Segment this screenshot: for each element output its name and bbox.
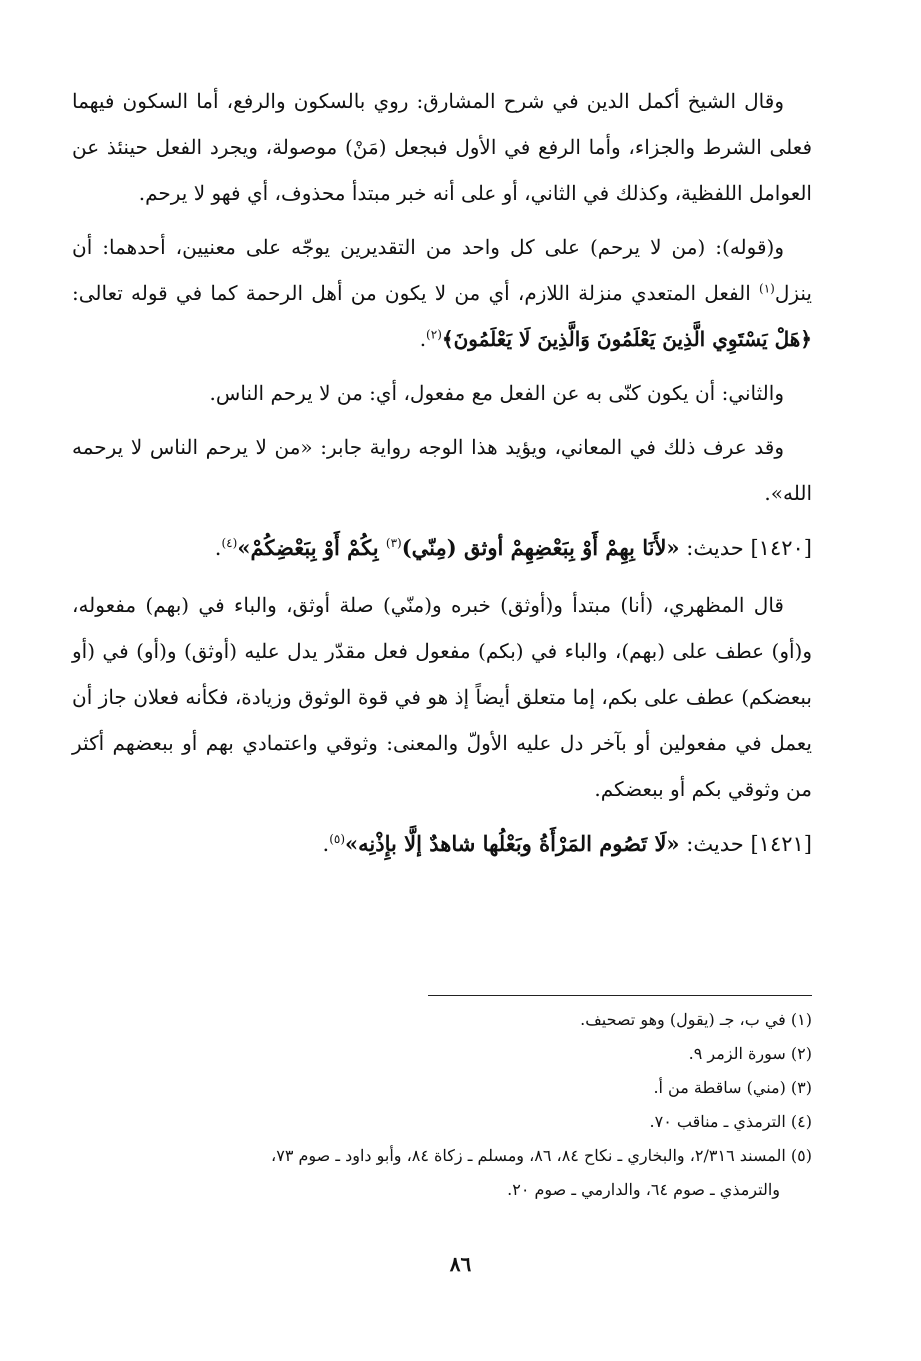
footnote-5-continuation: والترمذي ـ صوم ٦٤، والدارمي ـ صوم ٢٠. — [507, 1180, 780, 1199]
footnote-4: (٤) الترمذي ـ مناقب ٧٠. — [649, 1112, 812, 1131]
hadith-text: بِكُمْ أَوْ بِبَعْضِكُمْ» — [237, 535, 386, 560]
footnote-divider — [428, 995, 812, 996]
hadith-end: . — [214, 536, 222, 560]
paragraph-text: . — [419, 327, 427, 351]
hadith-end: . — [322, 832, 330, 856]
hadith-label: حديث: — [679, 832, 751, 856]
paragraph-jabir-narration: وقد عرف ذلك في المعاني، ويؤيد هذا الوجه رواية جابر: «من لا يرحم الناس لا يرحمه الله». — [72, 435, 812, 505]
footnote-ref-4[interactable]: (٤) — [221, 536, 238, 550]
footnote-ref-1[interactable]: (١) — [759, 281, 775, 296]
hadith-1421 — [72, 820, 812, 868]
footnote-ref-3[interactable]: (٣) — [385, 536, 402, 550]
hadith-number: [١٤٢٠] — [750, 536, 812, 560]
footnote-ref-5[interactable]: (٥) — [329, 832, 346, 846]
footnote-5: (٥) المسند ٢/٣١٦، والبخاري ـ نكاح ٨٤، ٨٦، ومسلم ـ زكاة ٨٤، وأبو داود ـ صوم ٧٣، — [271, 1146, 812, 1165]
hadith-text: «لَا تَصُوم المَرْأَةُ وبَعْلُها شاهدٌ إلَّا بإِذْنِه» — [345, 831, 680, 856]
paragraph-text: الفعل المتعدي منزلة اللازم، أي من لا يكون من أهل الرحمة كما في قوله تعالى: — [72, 281, 759, 305]
hadith-1420 — [72, 524, 812, 572]
paragraph-text: و(قوله): (من لا يرحم) على كل واحد من التقديرين يوجّه على معنيين، أحدهما: أن ينزل — [72, 235, 812, 305]
footnote-3: (٣) (مني) ساقطة من أ. — [653, 1078, 812, 1097]
main-text — [72, 78, 812, 878]
page-number: ٨٦ — [449, 1252, 472, 1276]
hadith-number: [١٤٢١] — [750, 832, 812, 856]
hadith-label: حديث: — [679, 536, 751, 560]
footnote-2: (٢) سورة الزمر ٩. — [688, 1044, 812, 1063]
footnotes — [72, 1003, 812, 1207]
paragraph-second-meaning: والثاني: أن يكون كنّى به عن الفعل مع مفعول، أي: من لا يرحم الناس. — [209, 381, 784, 405]
footnote-ref-2[interactable]: (٢) — [426, 327, 442, 342]
paragraph-mazhari: قال المظهري، (أنا) مبتدأ و(أوثق) خبره و(منّي) صلة أوثق، والباء في (بهم) مفعوله، و(أو) عطف على (بهم)، والباء في (بكم) مفعول فعل مقدّر يدل عليه (أوثق) و(أو) في (أو ببعضكم) عطف على بكم، إما متعلق أيضاً إذ هو في قوة الوثوق وزيادة، فكأنه فعلان جاز أن يعمل في مفعولين أو بآخر دل عليه الأولّ والمعنى: وثوقي واعتمادي بهم أو ببعضهم أكثر من وثوقي بكم أو ببعضكم. — [72, 593, 812, 801]
paragraph-akmal-al-din: وقال الشيخ أكمل الدين في شرح المشارق: روي بالسكون والرفع، أما السكون فيهما فعلى الشرط والجزاء، وأما الرفع في الأول فبجعل (مَنْ) موصولة، ويجرد الفعل حينئذ عن العوامل اللفظية، وكذلك في الثاني، أو على أنه خبر مبتدأ محذوف، أي فهو لا يرحم. — [72, 89, 812, 205]
hadith-text: «لأَنَا بِهِمْ أَوْ بِبَعْضِهِمْ أوثق (مِنّي) — [401, 535, 680, 560]
quran-verse: ﴿هَلْ يَسْتَوِي الَّذِينَ يَعْلَمُونَ وَالَّذِينَ لَا يَعْلَمُونَ﴾ — [441, 327, 812, 351]
paragraph-qawluhu — [72, 224, 812, 362]
footnote-1: (١) في ب، جـ (يقول) وهو تصحيف. — [580, 1010, 812, 1029]
